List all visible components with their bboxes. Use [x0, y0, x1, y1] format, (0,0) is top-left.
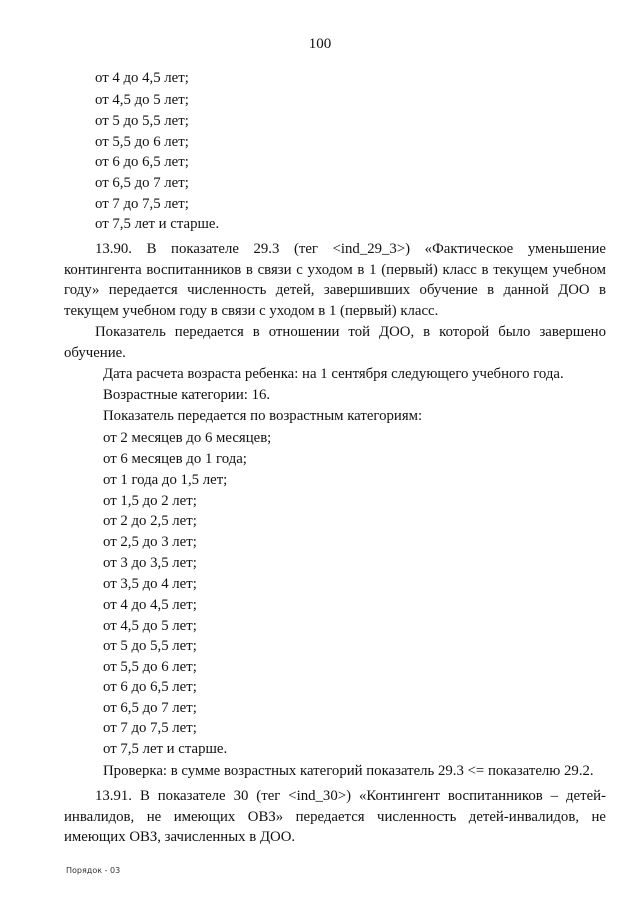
- age-item: от 4 до 4,5 лет;: [95, 70, 189, 86]
- age-item: от 6 до 6,5 лет;: [103, 679, 197, 695]
- age-item: от 5 до 5,5 лет;: [95, 113, 189, 129]
- age-item: от 6 месяцев до 1 года;: [103, 451, 247, 467]
- section-13-90-paragraph: 13.90. В показателе 29.3 (тег <ind_29_3>) «Фактическое уменьшение контингента воспитанников в связи с уходом в 1 (первый) класс в текущем учебном году» передается численность детей, завершивших обучение в данной ДОО в текущем учебном году в связи с уходом в 1 (первый) класс.: [64, 241, 606, 319]
- note-paragraph: Показатель передается в отношении той ДОО, в которой было завершено обучение.: [64, 324, 606, 361]
- age-item: от 5,5 до 6 лет;: [95, 134, 189, 150]
- age-item: от 3,5 до 4 лет;: [103, 576, 197, 592]
- age-item: от 7 до 7,5 лет;: [103, 720, 197, 736]
- age-item: от 4 до 4,5 лет;: [103, 597, 197, 613]
- age-item: от 2,5 до 3 лет;: [103, 534, 197, 550]
- age-count-line: Возрастные категории: 16.: [103, 387, 271, 403]
- age-item: от 3 до 3,5 лет;: [103, 555, 197, 571]
- age-item: от 4,5 до 5 лет;: [95, 92, 189, 108]
- age-item: от 2 до 2,5 лет;: [103, 513, 197, 529]
- age-item: от 6,5 до 7 лет;: [95, 175, 189, 191]
- age-item: от 2 месяцев до 6 месяцев;: [103, 430, 272, 446]
- age-item: от 1 года до 1,5 лет;: [103, 472, 228, 488]
- age-item: от 7,5 лет и старше.: [95, 216, 220, 232]
- age-item: от 5,5 до 6 лет;: [103, 659, 197, 675]
- categories-intro-line: Показатель передается по возрастным категориям:: [103, 408, 423, 424]
- age-item: от 1,5 до 2 лет;: [103, 493, 197, 509]
- check-line: Проверка: в сумме возрастных категорий показатель 29.3 <= показателю 29.2.: [103, 763, 594, 779]
- calc-date-line: Дата расчета возраста ребенка: на 1 сентября следующего учебного года.: [103, 366, 564, 382]
- age-item: от 4,5 до 5 лет;: [103, 618, 197, 634]
- age-item: от 5 до 5,5 лет;: [103, 638, 197, 654]
- page-number: 100: [308, 36, 332, 52]
- footer-label: Порядок - 03: [66, 866, 121, 875]
- section-13-91-paragraph: 13.91. В показателе 30 (тег <ind_30>) «Контингент воспитанников – детей-инвалидов, не имеющих ОВЗ» передается численность детей-инвалидов, не имеющих ОВЗ, зачисленных в ДОО.: [64, 788, 606, 845]
- age-item: от 6 до 6,5 лет;: [95, 154, 189, 170]
- age-item: от 6,5 до 7 лет;: [103, 700, 197, 716]
- age-item: от 7,5 лет и старше.: [103, 741, 228, 757]
- age-item: от 7 до 7,5 лет;: [95, 196, 189, 212]
